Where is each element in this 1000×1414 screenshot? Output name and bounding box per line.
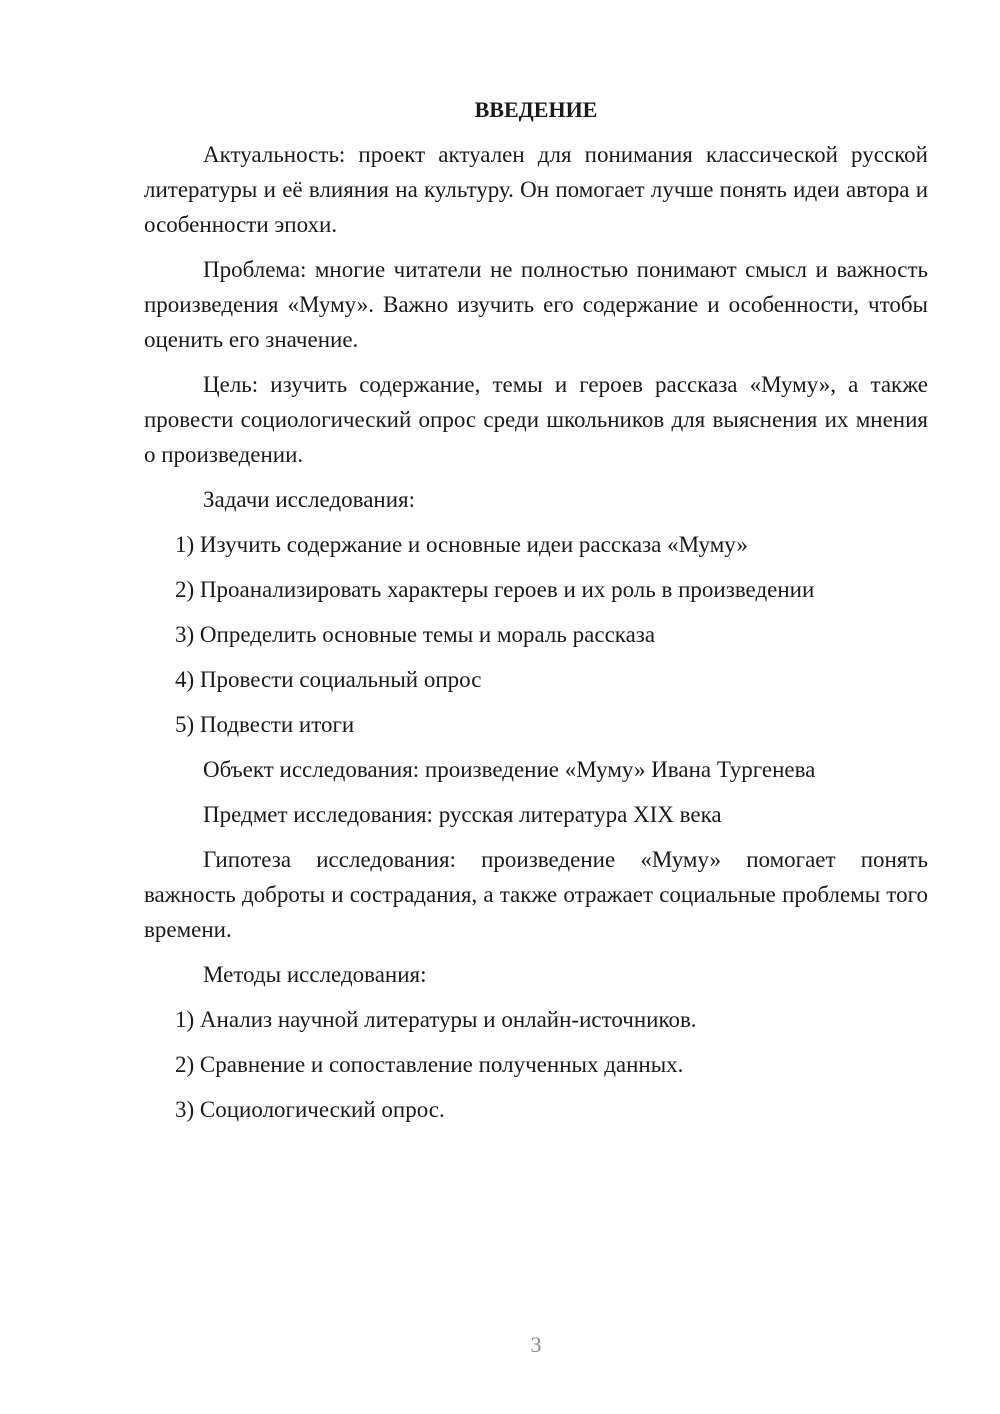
task-item: 3) Определить основные темы и мораль рассказа xyxy=(175,622,656,647)
method-item: 1) Анализ научной литературы и онлайн-источников. xyxy=(175,1007,697,1032)
document-page xyxy=(144,92,928,1137)
method-item: 3) Социологический опрос. xyxy=(175,1097,445,1122)
relevance-paragraph: Актуальность: проект актуален для понимания классической русской литературы и её влияния на культуру. Он помогает лучше понять идеи автора и особенности эпохи. xyxy=(144,142,928,237)
page-number: 3 xyxy=(530,1332,542,1357)
hypothesis-paragraph: Гипотеза исследования: произведение «Муму» помогает понять важность доброты и сострадания, а также отражает социальные проблемы того времени. xyxy=(144,847,928,942)
tasks-title: Задачи исследования: xyxy=(203,487,416,512)
task-item: 1) Изучить содержание и основные идеи рассказа «Муму» xyxy=(175,532,748,557)
method-item: 2) Сравнение и сопоставление полученных данных. xyxy=(175,1052,684,1077)
task-item: 2) Проанализировать характеры героев и их роль в произведении xyxy=(175,577,815,602)
methods-title: Методы исследования: xyxy=(203,962,427,987)
task-item: 4) Провести социальный опрос xyxy=(175,667,482,692)
problem-paragraph: Проблема: многие читатели не полностью понимают смысл и важность произведения «Муму». Важно изучить его содержание и особенности, чтобы оценить его значение. xyxy=(144,257,928,352)
subject-line: Предмет исследования: русская литература XIX века xyxy=(203,802,722,827)
task-item: 5) Подвести итоги xyxy=(175,712,355,737)
section-heading: ВВЕДЕНИЕ xyxy=(474,97,598,122)
goal-paragraph: Цель: изучить содержание, темы и героев рассказа «Муму», а также провести социологический опрос среди школьников для выяснения их мнения о произведении. xyxy=(144,372,928,467)
object-line: Объект исследования: произведение «Муму» Ивана Тургенева xyxy=(203,757,816,782)
